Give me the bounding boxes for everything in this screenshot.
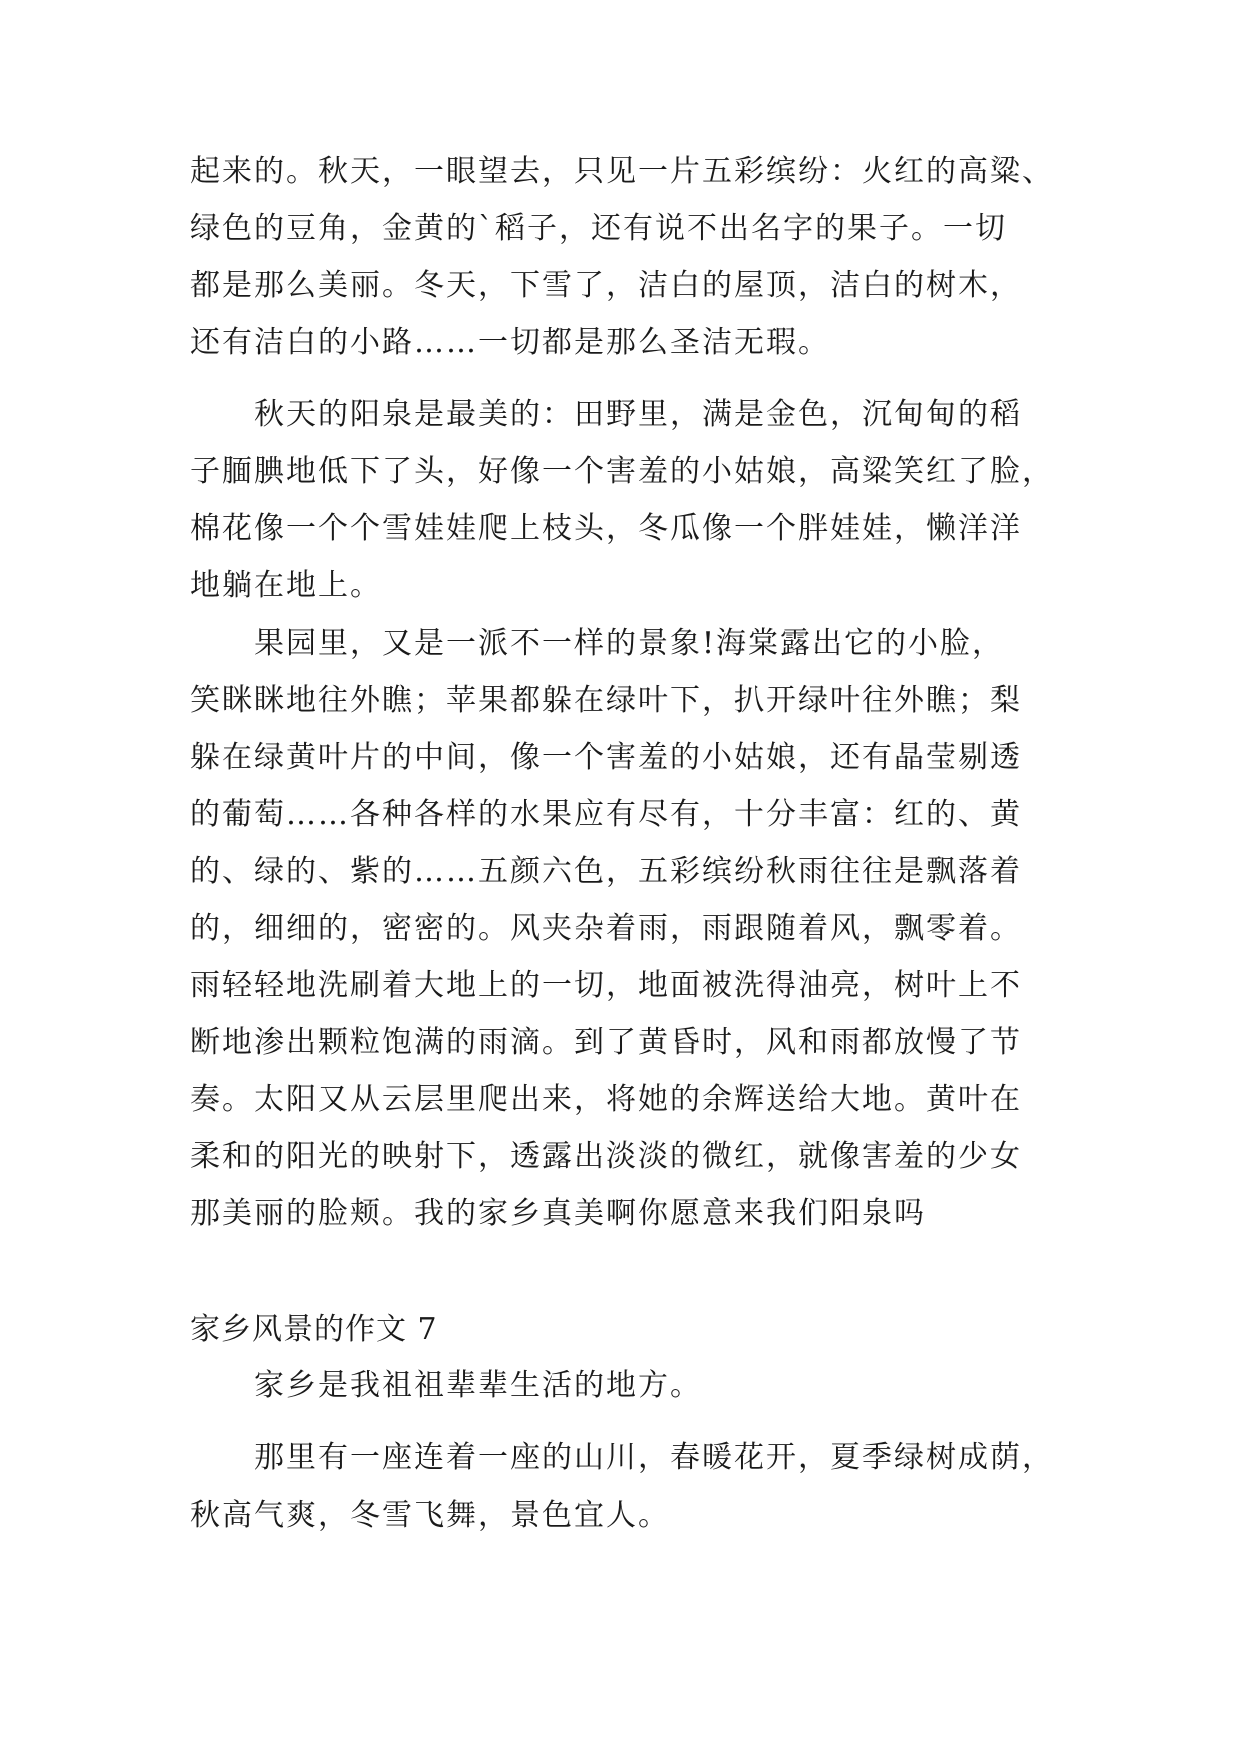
text-line: 还有洁白的小路……一切都是那么圣洁无瑕。 bbox=[190, 325, 830, 360]
text-line: 家乡是我祖祖辈辈生活的地方。 bbox=[254, 1368, 702, 1403]
text-line: 秋高气爽，冬雪飞舞，景色宜人。 bbox=[190, 1498, 670, 1533]
text-line: 那里有一座连着一座的山川，春暖花开，夏季绿树成荫， bbox=[254, 1440, 1054, 1475]
text-line: 棉花像一个个雪娃娃爬上枝头，冬瓜像一个胖娃娃，懒洋洋 bbox=[190, 511, 1022, 546]
text-line: 秋天的阳泉是最美的：田野里，满是金色，沉甸甸的稻 bbox=[254, 397, 1022, 432]
text-line: 奏。太阳又从云层里爬出来，将她的余辉送给大地。黄叶在 bbox=[190, 1082, 1022, 1117]
text-line: 的葡萄……各种各样的水果应有尽有，十分丰富：红的、黄 bbox=[190, 797, 1022, 832]
text-line: 躲在绿黄叶片的中间，像一个害羞的小姑娘，还有晶莹剔透 bbox=[190, 740, 1022, 775]
text-line: 的、绿的、紫的……五颜六色，五彩缤纷秋雨往往是飘落着 bbox=[190, 854, 1022, 889]
text-line: 果园里，又是一派不一样的景象!海棠露出它的小脸， bbox=[254, 626, 1005, 661]
text-line: 那美丽的脸颊。我的家乡真美啊你愿意来我们阳泉吗 bbox=[190, 1196, 926, 1231]
text-line: 雨轻轻地洗刷着大地上的一切，地面被洗得油亮，树叶上不 bbox=[190, 968, 1022, 1003]
text-line: 的，细细的，密密的。风夹杂着雨，雨跟随着风，飘零着。 bbox=[190, 911, 1022, 946]
text-line: 柔和的阳光的映射下，透露出淡淡的微红，就像害羞的少女 bbox=[190, 1139, 1022, 1174]
text-line: 笑眯眯地往外瞧；苹果都躲在绿叶下，扒开绿叶往外瞧；梨 bbox=[190, 683, 1022, 718]
text-line: 绿色的豆角，金黄的`稻子，还有说不出名字的果子。一切 bbox=[190, 211, 1007, 246]
text-line: 都是那么美丽。冬天，下雪了，洁白的屋顶，洁白的树木， bbox=[190, 268, 1022, 303]
text-line: 子腼腆地低下了头，好像一个害羞的小姑娘，高粱笑红了脸， bbox=[190, 454, 1054, 489]
text-line: 起来的。秋天，一眼望去，只见一片五彩缤纷：火红的高粱、 bbox=[190, 154, 1054, 189]
text-line: 地躺在地上。 bbox=[190, 568, 382, 603]
section-heading: 家乡风景的作文 7 bbox=[190, 1312, 438, 1347]
text-line: 断地渗出颗粒饱满的雨滴。到了黄昏时，风和雨都放慢了节 bbox=[190, 1025, 1022, 1060]
